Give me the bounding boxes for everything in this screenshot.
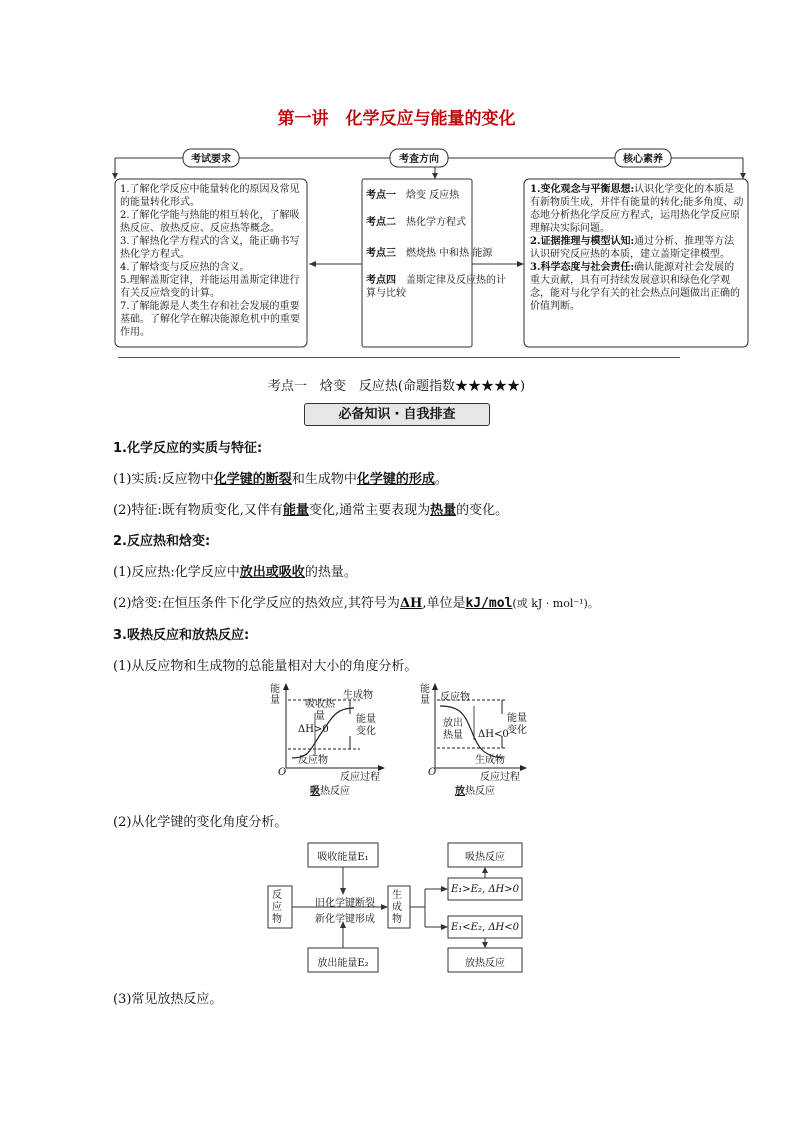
left-ylabel: 能量 bbox=[270, 684, 280, 706]
left-caption: 吸热反应 bbox=[310, 786, 350, 797]
right-ylabel: 能量 bbox=[420, 684, 430, 706]
literacy-item: 2.证据推理与模型认知:通过分析、推理等方法认识研究反应热的本质，建立盖斯定律模型。 bbox=[530, 236, 735, 260]
divider bbox=[118, 357, 680, 358]
requirement-item: 7.了解能源是人类生存和社会发展的重要基础。了解化学在解决能源危机中的重要作用。 bbox=[120, 301, 300, 338]
label-directions: 考查方向 bbox=[399, 154, 439, 165]
right-xlabel: 反应过程 bbox=[480, 772, 520, 783]
point-title: 考点一 焓变 反应热(命题指数★★★★★) bbox=[267, 379, 526, 394]
condition-1-label: E₁>E₂, ΔH>0 bbox=[450, 884, 520, 895]
right-heat-label: 放出热量 bbox=[443, 718, 463, 741]
s3-line-3: (3)常见放热反应。 bbox=[113, 992, 223, 1007]
right-bottom-label: 生成物 bbox=[475, 755, 505, 766]
s3-line-1: (1)从反应物和生成物的总能量相对大小的角度分析。 bbox=[113, 659, 418, 674]
condition-2-label: E₁<E₂, ΔH<0 bbox=[450, 922, 520, 933]
directions-box bbox=[366, 189, 506, 310]
right-caption: 放热反应 bbox=[455, 786, 495, 797]
section-1-heading: 1.化学反应的实质与特征: bbox=[113, 441, 263, 456]
right-top-label: 反应物 bbox=[440, 692, 470, 703]
section-banner: 必备知识・自我排查 bbox=[304, 403, 490, 426]
process-break-label: 旧化学键断裂 bbox=[315, 898, 375, 909]
exothermic-label: 放热反应 bbox=[465, 958, 505, 969]
release-energy-label: 放出能量E₂ bbox=[317, 958, 369, 969]
requirement-item: 2.了解化学能与热能的相互转化，了解吸热反应、放热反应、反应热等概念。 bbox=[120, 210, 300, 234]
label-literacy: 核心素养 bbox=[623, 154, 663, 165]
literacy-item: 1.变化观念与平衡思想:认识化学变化的本质是有新物质生成，并伴有能量的转化;能多角度、动态地分析热化学反应方程式，运用热化学反应原理解决实际问题。 bbox=[530, 184, 744, 234]
section-2-heading: 2.反应热和焓变: bbox=[113, 534, 211, 549]
s1-line-1: (1)实质:反应物中化学键的断裂和生成物中化学键的形成。 bbox=[113, 472, 448, 487]
direction-item: 考点三 燃烧热 中和热 能源 bbox=[366, 248, 493, 259]
requirements-box bbox=[120, 183, 303, 339]
direction-item: 考点四 盖斯定律及反应热的计算与比较 bbox=[366, 275, 506, 299]
section-3-heading: 3.吸热反应和放热反应: bbox=[113, 628, 250, 643]
s2-line-2: (2)焓变:在恒压条件下化学反应的热效应,其符号为ΔH,单位是kJ/mol(或 kJ · mol⁻¹)。 bbox=[113, 596, 599, 611]
left-dh-label: ΔH>0 bbox=[298, 724, 329, 735]
left-change-label: 能量变化 bbox=[356, 714, 376, 737]
requirement-item: 1.了解化学反应中能量转化的原因及常见的能量转化形式。 bbox=[120, 184, 300, 208]
left-heat-label: 吸收热量 bbox=[305, 699, 335, 722]
s1-line-2: (2)特征:既有物质变化,又伴有能量变化,通常主要表现为热量的变化。 bbox=[113, 503, 509, 518]
literacy-item: 3.科学态度与社会责任:确认能源对社会发展的重大贡献，具有可持续发展意识和绿色化学观念，能对与化学有关的社会热点问题做出正确的价值判断。 bbox=[530, 262, 740, 312]
right-origin: O bbox=[428, 767, 437, 778]
left-bottom-label: 反应物 bbox=[298, 755, 328, 766]
direction-item: 考点二 热化学方程式 bbox=[366, 217, 466, 228]
left-top-label: 生成物 bbox=[343, 690, 373, 701]
s3-line-2: (2)从化学键的变化角度分析。 bbox=[113, 815, 288, 830]
left-origin: O bbox=[278, 767, 287, 778]
page-title: 第一讲 化学反应与能量的变化 bbox=[277, 109, 516, 129]
absorb-energy-label: 吸收能量E₁ bbox=[317, 852, 369, 863]
product-label: 生成物 bbox=[392, 890, 402, 925]
right-change-label: 能量变化 bbox=[507, 713, 527, 736]
literacy-box bbox=[530, 183, 744, 313]
right-dh-label: ΔH<0 bbox=[478, 729, 509, 740]
label-requirements: 考试要求 bbox=[191, 154, 231, 165]
requirement-item: 4.了解焓变与反应热的含义。 bbox=[120, 262, 250, 273]
requirement-item: 5.理解盖斯定律，并能运用盖斯定律进行有关反应焓变的计算。 bbox=[120, 275, 300, 299]
s2-line-1: (1)反应热:化学反应中放出或吸收的热量。 bbox=[113, 565, 357, 580]
requirement-item: 3.了解热化学方程式的含义，能正确书写热化学方程式。 bbox=[120, 236, 300, 260]
direction-item: 考点一 焓变 反应热 bbox=[366, 190, 460, 201]
endothermic-label: 吸热反应 bbox=[465, 852, 505, 863]
process-form-label: 新化学键形成 bbox=[315, 914, 375, 925]
left-xlabel: 反应过程 bbox=[340, 772, 380, 783]
reactant-label: 反应物 bbox=[272, 890, 282, 925]
